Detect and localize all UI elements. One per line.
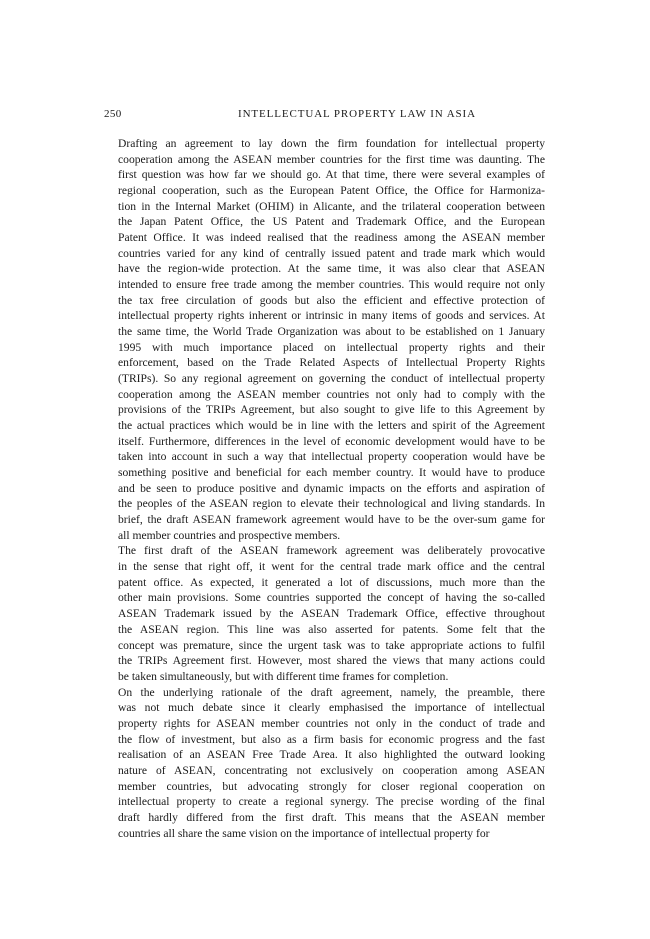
text-line: the same time, the World Trade Organization was about to be established on 1 January [118,325,545,339]
text-line: first question was how far we should go. At that time, there were several examples of [118,168,545,182]
text-line: intellectual property to create a regional synergy. The precise wording of the final [118,795,545,809]
text-line: regional cooperation, such as the European Patent Office, the Office for Harmoniza- [118,184,545,198]
paragraph [104,543,545,684]
text-line: the peoples of the ASEAN region to elevate their technological and living standards. In [118,497,545,511]
text-line: tion in the Internal Market (OHIM) in Alicante, and the trilateral cooperation between [118,199,545,213]
text-line: On the underlying rationale of the draft agreement, namely, the preamble, there [118,685,545,699]
body-text [104,136,545,841]
text-line: the flow of investment, but also as a firm basis for economic progress and the fast [118,732,545,746]
text-line: the ASEAN region. This line was also asserted for patents. Some felt that the [118,622,545,636]
text-line: something positive and beneficial for each member country. It would have to produce [118,466,545,480]
text-line: and be seen to produce positive and dynamic impacts on the efforts and aspiration of [118,481,545,495]
text-line: realisation of an ASEAN Free Trade Area. It also highlighted the outward looking [118,748,545,762]
paragraph [104,685,545,842]
text-line: cooperation among the ASEAN member countries for the first time was daunting. The [118,152,545,166]
text-line: The first draft of the ASEAN framework agreement was deliberately provocative [118,544,545,558]
text-line: 1995 with much importance placed on intellectual property rights and their [118,340,545,354]
text-line: itself. Furthermore, differences in the level of economic development would have to be [118,434,545,448]
text-line: nature of ASEAN, concentrating not exclusively on cooperation among ASEAN [118,763,545,777]
running-title: INTELLECTUAL PROPERTY LAW IN ASIA [238,108,476,120]
text-line: all member countries and prospective members. [118,528,341,542]
text-line: in the sense that right off, it went for the central trade mark office and the central [118,560,545,574]
text-line: draft hardly differed from the first draft. This means that the ASEAN member [118,810,545,824]
text-line: (TRIPs). So any regional agreement on governing the conduct of intellectual property [118,372,545,386]
text-line: taken into account in such a way that intellectual property cooperation would have be [118,450,545,464]
text-line: member countries, but advocating strongly for closer regional cooperation on [118,779,545,793]
page-number: 250 [104,108,122,120]
text-line: the TRIPs Agreement first. However, most shared the views that many actions could [118,654,545,668]
text-line: Drafting an agreement to lay down the firm foundation for intellectual property [118,137,545,150]
paragraph [104,136,545,543]
text-line: the actual practices which would be in line with the letters and spirit of the Agreement [118,419,545,433]
text-line: intellectual property rights inherent or intrinsic in many items of goods and services. At [118,309,545,323]
text-line: enforcement, based on the Trade Related Aspects of Intellectual Property Rights [118,356,545,370]
text-line: ASEAN Trademark issued by the ASEAN Trademark Office, effective throughout [118,607,545,621]
text-line: patent office. As expected, it generated a lot of discussions, much more than the [118,575,545,589]
text-line: the Japan Patent Office, the US Patent and Trademark Office, and the European [118,215,545,229]
text-line: brief, the draft ASEAN framework agreement would have to be the over-sum game for [118,513,545,527]
text-line: provisions of the TRIPs Agreement, but also sought to give life to this Agreement by [118,403,545,417]
text-line: countries varied for any kind of centrally issued patent and trade mark which would [118,246,545,260]
text-line: intended to ensure free trade among the member countries. This would require not only [118,278,545,292]
text-line: other main provisions. Some countries supported the concept of having the so-called [118,591,545,605]
text-line: Patent Office. It was indeed realised that the readiness among the ASEAN member [118,231,545,245]
text-line: countries all share the same vision on the importance of intellectual property for [118,826,490,840]
text-line: cooperation among the ASEAN member countries not only had to comply with the [118,387,545,401]
text-line: property rights for ASEAN member countries not only in the conduct of trade and [118,716,545,730]
text-line: the tax free circulation of goods but also the efficient and effective protection of [118,293,545,307]
text-line: was not much debate since it clearly emphasised the importance of intellectual [118,701,545,715]
text-line: concept was premature, since the urgent task was to take appropriate actions to fulfil [118,638,545,652]
text-line: be taken simultaneously, but with different time frames for completion. [118,669,449,683]
text-line: have the region-wide protection. At the same time, it was also clear that ASEAN [118,262,545,276]
